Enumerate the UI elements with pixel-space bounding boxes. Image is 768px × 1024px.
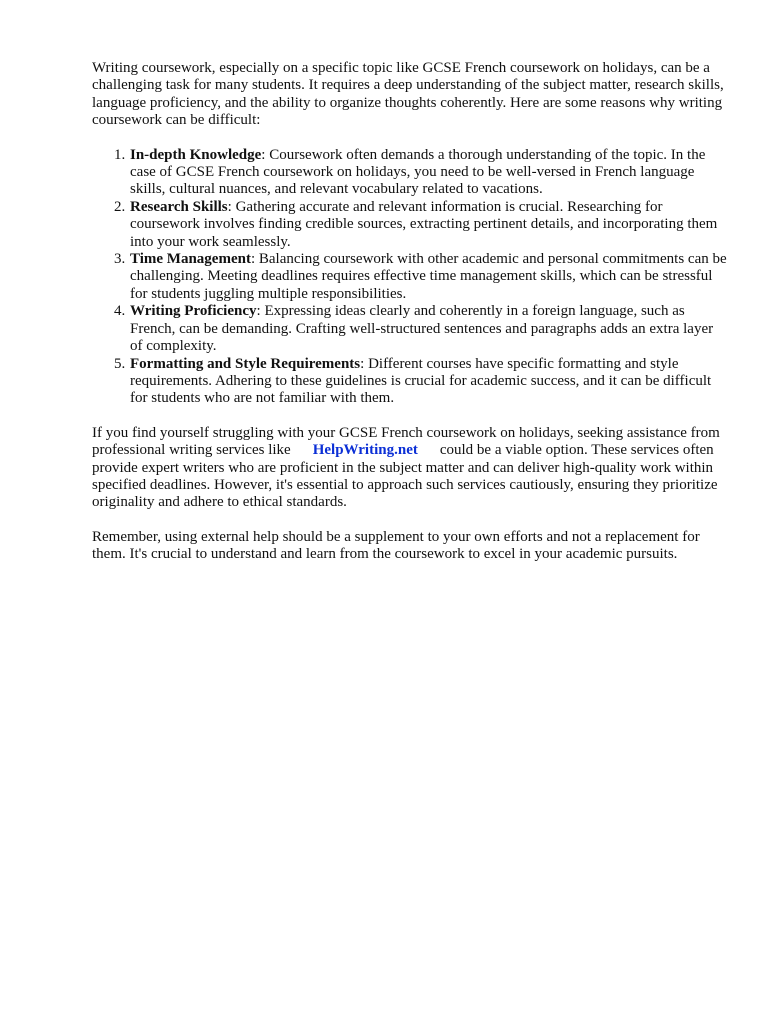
closing-paragraph: Remember, using external help should be a supplement to your own efforts and not a replacement for them. It's crucial to understand and learn from the coursework to excel in your academic pursuits. [92,528,700,563]
reason-term: Formatting and Style Requirements [130,355,361,372]
reasons-list [92,147,727,408]
reason-separator: : [261,146,266,163]
list-item [129,356,727,408]
helpwriting-link[interactable]: HelpWriting.net [312,442,418,459]
intro-paragraph: Writing coursework, especially on a specific topic like GCSE French coursework on holidays, can be a challenging task for many students. It requires a deep understanding of the subject matter, research skills, language proficiency, and the ability to organize thoughts coherently. Here are some reasons why writing coursework can be difficult: [92,60,724,129]
reason-term: Time Management [130,251,251,268]
reason-text: Different courses have specific formatting and style requirements. Adhering to these guidelines is crucial for academic success, and it can be difficult for students who are not familiar with them. [130,355,712,407]
list-item [129,199,727,251]
assistance-text-after: could be a viable option. These services often provide expert writers who are proficient in the subject matter and can deliver high-quality work within specified deadlines. However, it's essential to approach such services cautiously, ensuring they prioritize originality and adhere to ethical standards. [92,442,718,511]
assistance-paragraph [92,425,724,512]
reason-text: Coursework often demands a thorough understanding of the topic. In the case of GCSE French coursework on holidays, you need to be well-versed in French language skills, cultural nuances, and relevant vocabulary related to vacations. [130,146,706,198]
reason-separator: : [360,355,365,372]
reason-term: Research Skills [130,198,228,215]
reason-separator: : [227,198,232,215]
list-item [129,147,727,199]
reason-text: Expressing ideas clearly and coherently in a foreign language, such as French, can be demanding. Crafting well-structured sentences and paragraphs adds an extra layer of complexity. [130,303,714,355]
list-item [129,251,727,303]
reason-separator: : [256,303,261,320]
list-item [129,303,727,355]
reason-term: In-depth Knowledge [130,146,262,163]
assistance-text-before: If you find yourself struggling with your GCSE French coursework on holidays, seeking assistance from professional writing services like [92,424,720,459]
reason-separator: : [250,251,256,268]
reason-term: Writing Proficiency [130,303,257,320]
reason-text: Gathering accurate and relevant information is crucial. Researching for coursework involves finding credible sources, extracting pertinent details, and incorporating them into your work seamlessly. [130,198,718,250]
reason-text: Balancing coursework with other academic and personal commitments can be challenging. Meeting deadlines requires effective time management skills, which can be stressful for students juggling multiple responsibilities. [130,251,727,302]
